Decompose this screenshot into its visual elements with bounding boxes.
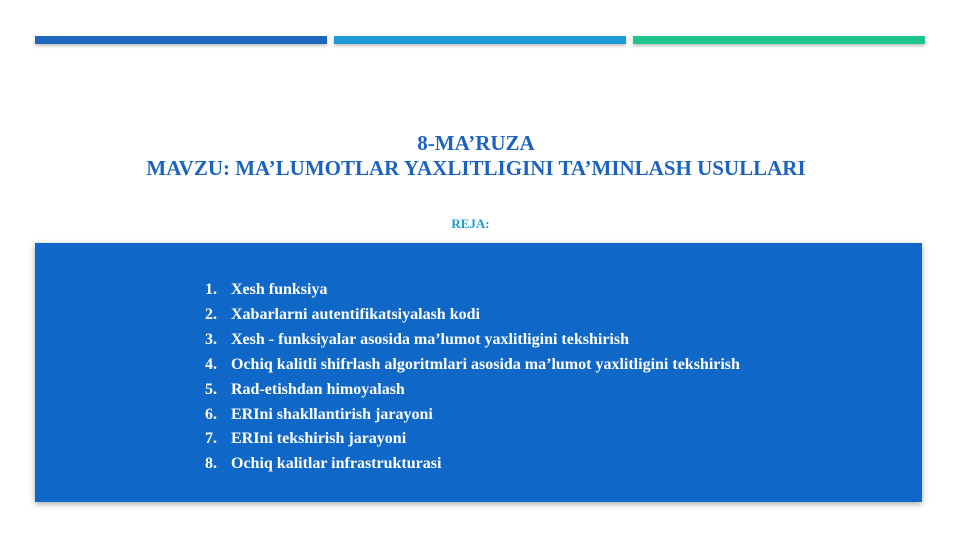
accent-bar-right: [633, 36, 925, 44]
plan-item: [205, 452, 740, 477]
plan-item-number: 5.: [205, 380, 217, 398]
slide-title: [0, 131, 952, 181]
plan-item: [205, 328, 740, 353]
plan-item-text: ERIni tekshirish jarayoni: [231, 430, 407, 448]
plan-item-number: 8.: [205, 455, 217, 473]
accent-bar-middle: [334, 36, 626, 44]
plan-item-text: ERIni shakllantirish jarayoni: [231, 405, 433, 423]
plan-item-text: Ochiq kalitlar infrastrukturasi: [231, 455, 442, 473]
plan-label: REJA:: [451, 216, 490, 231]
plan-item: [205, 378, 740, 403]
plan-item-text: Rad-etishdan himoyalash: [231, 380, 405, 398]
plan-item-text: Xabarlarni autentifikatsiyalash kodi: [231, 305, 480, 323]
plan-item-text: Ochiq kalitli shifrlash algoritmlari asosida ma’lumot yaxlitligini tekshirish: [231, 355, 740, 373]
plan-panel: [35, 243, 922, 502]
plan-item-number: 1.: [205, 281, 217, 298]
plan-list: [205, 278, 740, 477]
plan-item: [205, 403, 740, 428]
plan-item-text: Xesh funksiya: [231, 281, 328, 298]
plan-item-text: Xesh - funksiyalar asosida ma’lumot yaxlitligini tekshirish: [231, 330, 629, 348]
plan-item: [205, 427, 740, 452]
plan-item-number: 4.: [205, 355, 217, 373]
lecture-number: 8-MA’RUZA: [417, 131, 535, 155]
plan-item-number: 3.: [205, 330, 217, 348]
plan-item-number: 6.: [205, 405, 217, 423]
plan-item: [205, 303, 740, 328]
plan-item: [205, 278, 740, 303]
accent-bar-left: [35, 36, 327, 44]
plan-item-number: 2.: [205, 305, 217, 323]
lecture-topic: MAVZU: MA’LUMOTLAR YAXLITLIGINI TA’MINLASH USULLARI: [146, 156, 806, 180]
plan-item-number: 7.: [205, 430, 217, 448]
plan-item: [205, 353, 740, 378]
